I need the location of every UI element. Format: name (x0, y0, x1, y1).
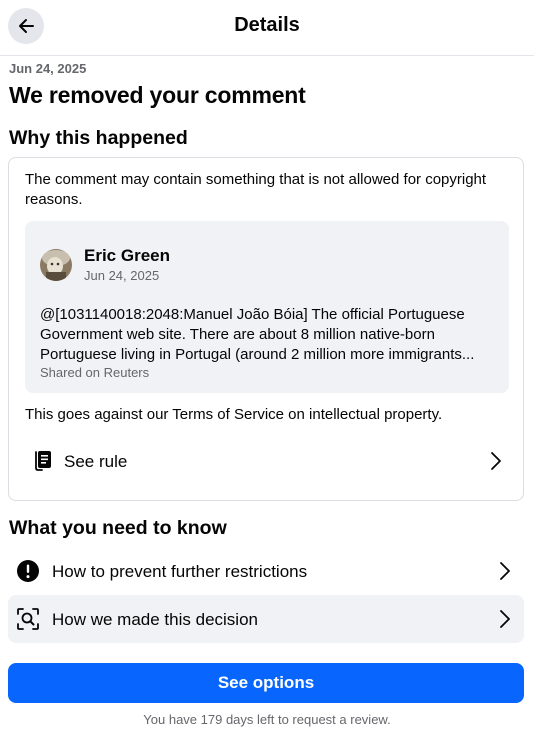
chevron-right-icon (498, 609, 512, 629)
see-options-button[interactable]: See options (8, 663, 524, 703)
why-section-title: Why this happened (9, 127, 188, 149)
reason-description: The comment may contain something that is not allowed for copyright reasons. (25, 171, 487, 208)
policy-statement: This goes against our Terms of Service on intellectual property. (25, 406, 443, 423)
magnify-scan-icon (16, 607, 40, 631)
comment-author: Eric Green (84, 246, 170, 265)
decision-process-row[interactable] (8, 595, 524, 643)
notice-title: We removed your comment (9, 82, 306, 108)
chevron-right-icon (498, 561, 512, 581)
notice-date: Jun 24, 2025 (9, 61, 87, 76)
comment-text-line: Government web site. There are about 8 million native-born (40, 326, 435, 343)
avatar (40, 249, 72, 281)
review-deadline-note: You have 179 days left to request a review. (143, 712, 391, 727)
page-title: Details (234, 14, 300, 36)
know-section-title: What you need to know (9, 517, 227, 539)
comment-source: Shared on Reuters (40, 365, 150, 380)
comment-text (40, 305, 500, 365)
prevent-restrictions-label: How to prevent further restrictions (52, 562, 308, 581)
rulebook-icon (31, 449, 55, 473)
exclamation-circle-icon (16, 559, 40, 583)
chevron-right-icon (489, 451, 503, 471)
see-rule-label: See rule (64, 452, 128, 471)
see-rule-button[interactable] (17, 437, 517, 485)
prevent-restrictions-row[interactable] (8, 547, 524, 595)
comment-text-line: Portuguese living in Portugal (around 2 million more immigrants... (40, 346, 475, 363)
comment-date: Jun 24, 2025 (84, 268, 160, 283)
quoted-comment (25, 221, 509, 393)
reason-card (8, 157, 524, 501)
top-bar (0, 0, 534, 56)
decision-process-label: How we made this decision (52, 610, 258, 629)
comment-text-line: @[1031140018:2048:Manuel João Bóia] The official Portuguese (40, 306, 465, 323)
